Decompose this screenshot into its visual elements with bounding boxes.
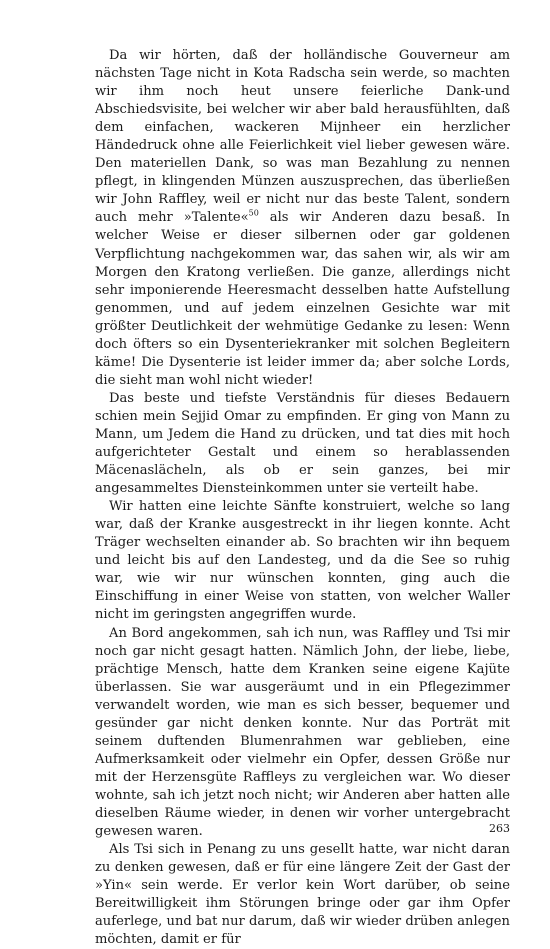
page-text: [95, 47, 510, 949]
paragraph-1-text-after-footnote: als wir Anderen dazu besaß. In welcher Weise er dieser silbernen oder gar goldenen Verpflichtung nachgekommen war, das sahen wir, als wir am Morgen den Kratong verließen. Die ganze, allerdings nicht sehr imponierende Heeresmacht desselben hatte Aufstellung genommen, und auf jedem einzelnen Gesichte war mit größter Deutlichkeit der wehmütige Gedanke zu lesen: Wenn doch öfters so ein Dysenteriekranker mit solchen Begleitern käme! Die Dysenterie ist leider immer da; aber solche Lords, die sieht man wohl nicht wieder!: [95, 210, 510, 388]
paragraph-3: Wir hatten eine leichte Sänfte konstruiert, welche so lang war, daß der Kranke ausgestreckt in ihr liegen konnte. Acht Träger wechselten einander ab. So brachten wir ihn bequem und leicht bis auf den Landesteg, und da die See so ruhig war, wie wir nur wünschen konnten, ging auch die Einschiffung in einer Weise von statten, von welcher Waller nicht im geringsten angegriffen wurde.: [95, 499, 510, 623]
paragraph-2: Das beste und tiefste Verständnis für dieses Bedauern schien mein Sejjid Omar zu empfinden. Er ging von Mann zu Mann, um Jedem die Hand zu drücken, und tat dies mit hoch aufgerichteter Gestalt und einem so herablassenden Mäcenaslächeln, als ob er sein ganzes, bei mir angesammeltes Diensteinkommen unter sie verteilt habe.: [95, 390, 510, 497]
paragraph-1-text-before-footnote: Da wir hörten, daß der holländische Gouverneur am nächsten Tage nicht in Kota Radscha sein werde, so machten wir ihm noch heut unsere feierliche Dank-und Abschiedsvisite, bei welcher wir aber bald herausfühlten, daß dem einfachen, wackeren Mijnheer ein herzlicher Händedruck ohne alle Feierlichkeit viel lieber gewesen wäre. Den materiellen Dank, so was man Bezahlung zu nennen pflegt, in klingenden Münzen auszusprechen, das überließen wir John Raffley, weil er nicht nur das beste Talent, sondern auch mehr »Talente«: [95, 48, 510, 226]
paragraph-4: An Bord angekommen, sah ich nun, was Raffley und Tsi mir noch gar nicht gesagt hatten. Nämlich John, der liebe, liebe, prächtige Mensch, hatte dem Kranken seine eigene Kajüte überlassen. Sie war ausgeräumt und in ein Pflegezimmer verwandelt worden, wie man es sich besser, bequemer und gesünder gar nicht denken konnte. Nur das Porträt mit seinem duftenden Blumenrahmen war geblieben, eine Aufmerksamkeit oder vielmehr ein Opfer, dessen Größe nur mit der Herzensgüte Raffleys zu vergleichen war. Wo dieser wohnte, sah ich jetzt noch nicht; wir Anderen aber hatten alle dieselben Räume wieder, in denen wir vorher untergebracht gewesen waren.: [95, 625, 510, 840]
paragraph-5: Als Tsi sich in Penang zu uns gesellt hatte, war nicht daran zu denken gewesen, daß er für eine längere Zeit der Gast der »Yin« sein werde. Er verlor kein Wort darüber, ob seine Bereitwilligkeit ihm Störungen bringe oder gar ihm Opfer auferlege, und bat nur darum, daß wir wieder drüben anlegen möchten, damit er für: [95, 842, 510, 948]
paragraph-1: [95, 47, 510, 390]
page-number: 263: [489, 822, 510, 835]
footnote-marker[interactable]: 50: [248, 209, 259, 219]
